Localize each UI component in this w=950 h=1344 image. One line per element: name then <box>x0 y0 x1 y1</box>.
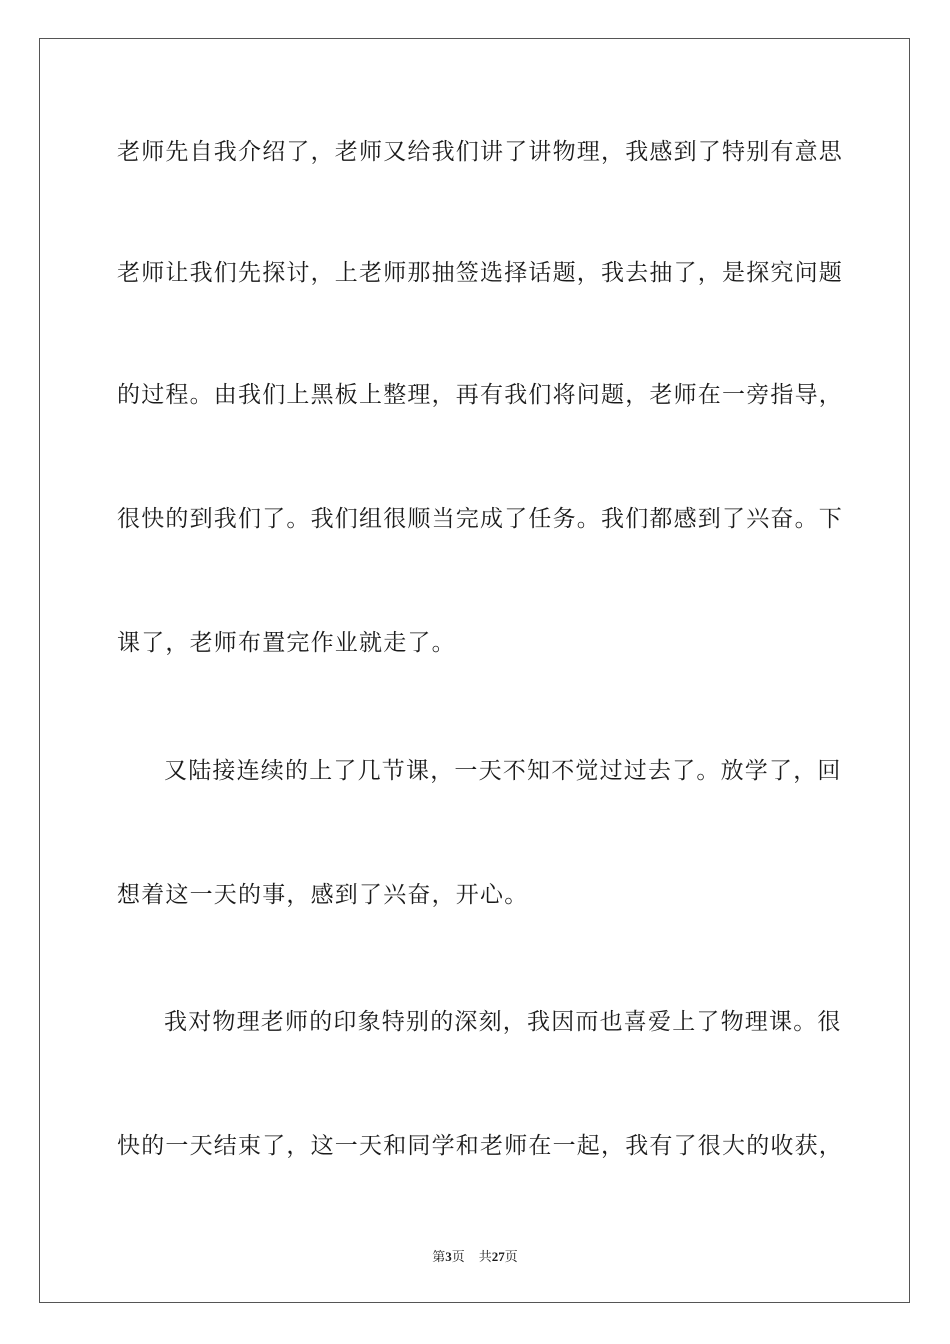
text-line: 很快的到我们了。我们组很顺当完成了任务。我们都感到了兴奋。下 <box>117 506 843 532</box>
page-border <box>39 38 910 1303</box>
page-label-prefix: 第 <box>432 1249 446 1264</box>
text-line: 课了，老师布置完作业就走了。 <box>117 630 456 656</box>
page-number: 3 <box>445 1249 452 1264</box>
paragraph-first-line: 又陆接连续的上了几节课，一天不知不觉过过去了。放学了，回 <box>164 758 842 784</box>
text-line: 想着这一天的事，感到了兴奋，开心。 <box>117 882 529 908</box>
paragraph-first-line: 我对物理老师的印象特别的深刻，我因而也喜爱上了物理课。很 <box>164 1009 842 1035</box>
text-line: 老师让我们先探讨，上老师那抽签选择话题，我去抽了，是探究问题 <box>117 260 843 286</box>
total-label-prefix: 共 <box>478 1249 492 1264</box>
page-footer <box>0 1248 950 1267</box>
total-label-suffix: 页 <box>504 1249 518 1264</box>
text-line: 快的一天结束了，这一天和同学和老师在一起，我有了很大的收获， <box>117 1133 843 1159</box>
text-line: 的过程。由我们上黑板上整理，再有我们将问题，老师在一旁指导， <box>117 382 843 408</box>
text-line: 老师先自我介绍了，老师又给我们讲了讲物理，我感到了特别有意思 <box>117 139 843 165</box>
page-label-suffix: 页 <box>451 1249 465 1264</box>
total-pages: 27 <box>491 1249 505 1264</box>
